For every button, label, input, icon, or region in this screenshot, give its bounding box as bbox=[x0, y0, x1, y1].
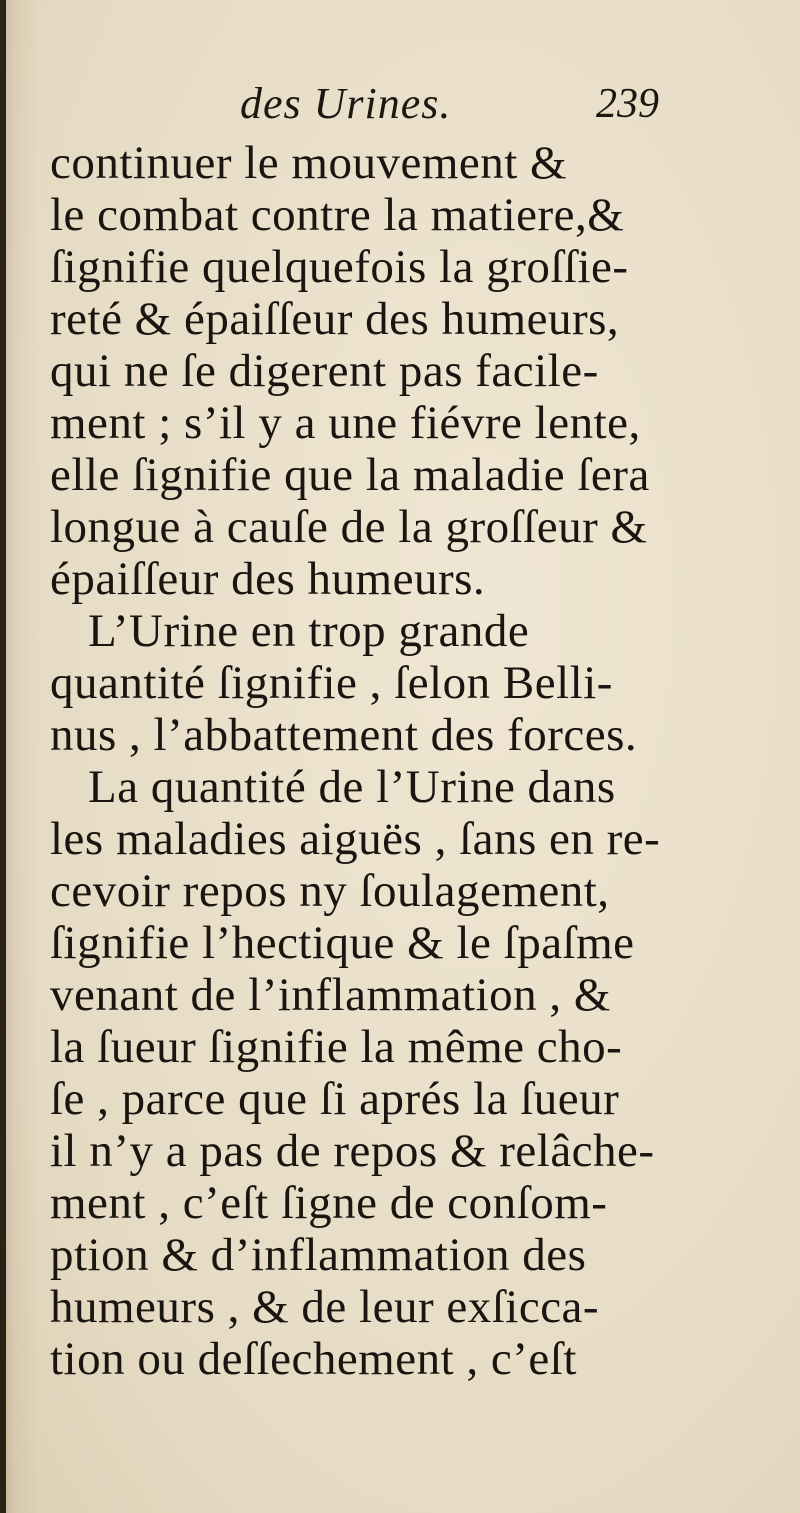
text-line: ment , c’eſt ſigne de conſom- bbox=[50, 1177, 608, 1229]
text-line: ption & d’inflammation des bbox=[50, 1229, 587, 1281]
text-line: ſe , parce que ſi aprés la ſueur bbox=[50, 1073, 620, 1125]
text-line: le combat contre la matiere,& bbox=[50, 189, 625, 241]
page-number: 239 bbox=[596, 81, 659, 127]
text-line: continuer le mouvement & bbox=[50, 137, 568, 189]
text-line: longue à cauſe de la groſſeur & bbox=[50, 501, 648, 553]
text-line: qui ne ſe digerent pas facile- bbox=[50, 345, 599, 397]
text-line: elle ſignifie que la maladie ſera bbox=[50, 449, 650, 501]
text-line: ſignifie quelquefois la groſſie- bbox=[50, 241, 629, 293]
text-line: ment ; s’il y a une fiévre lente, bbox=[50, 397, 641, 449]
text-line: humeurs , & de leur exſicca- bbox=[50, 1281, 600, 1333]
text-line: cevoir repos ny ſoulagement, bbox=[50, 865, 610, 917]
running-head: des Urines. bbox=[240, 79, 452, 128]
text-line: la ſueur ſignifie la même cho- bbox=[50, 1021, 623, 1073]
paragraph-start-line: La quantité de l’Urine dans bbox=[88, 761, 616, 813]
text-line: il n’y a pas de repos & relâche- bbox=[50, 1125, 655, 1177]
spine-edge bbox=[0, 0, 6, 1513]
text-line: reté & épaiſſeur des humeurs, bbox=[50, 293, 620, 345]
text-line: quantité ſignifie , ſelon Belli- bbox=[50, 657, 613, 709]
page-header bbox=[0, 78, 800, 138]
text-line: tion ou deſſechement , c’eſt bbox=[50, 1333, 577, 1385]
text-line: nus , l’abbattement des forces. bbox=[50, 709, 638, 761]
text-line: venant de l’inflammation , & bbox=[50, 969, 611, 1021]
paragraph-start-line: L’Urine en trop grande bbox=[88, 605, 530, 657]
text-line: les maladies aiguës , ſans en re- bbox=[50, 813, 661, 865]
text-line: épaiſſeur des humeurs. bbox=[50, 553, 486, 605]
text-line: ſignifie l’hectique & le ſpaſme bbox=[50, 917, 635, 969]
